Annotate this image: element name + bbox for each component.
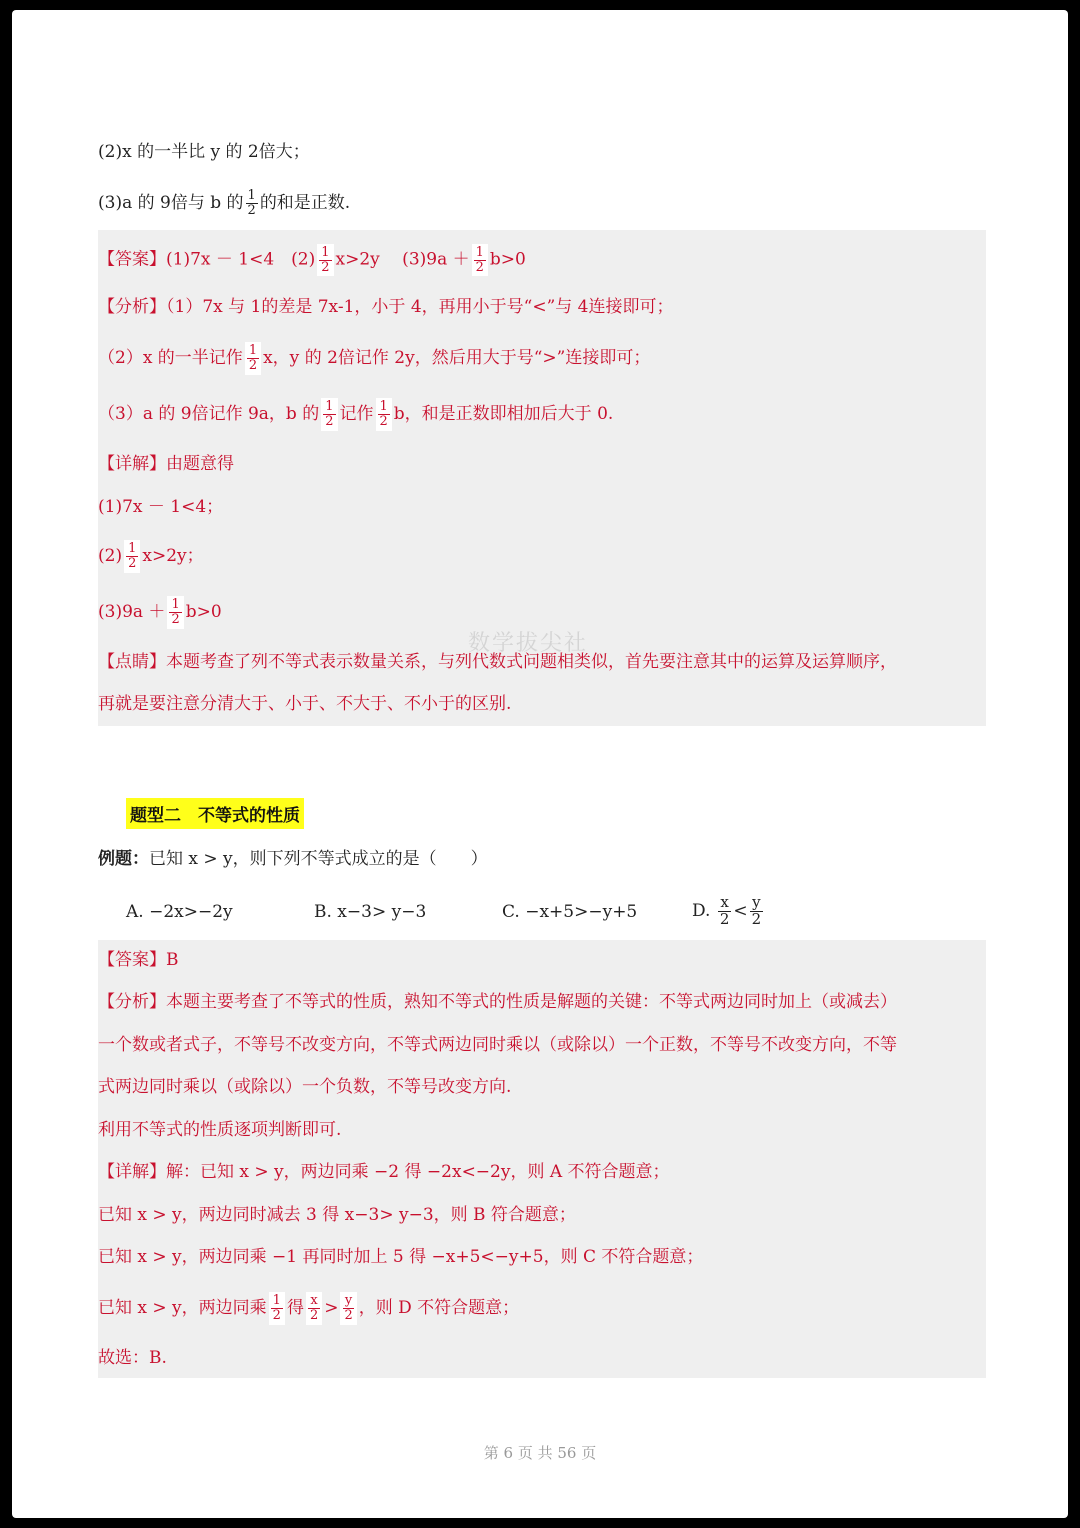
analysis2-line-1: 【分析】本题主要考查了不等式的性质，熟知不等式的性质是解题的关键：不等式两边同时加上（或减去） [98,992,897,1012]
option-a: A. −2x>−2y [126,902,233,922]
fraction-one-half: $\frac{1}{2}$ [247,188,256,218]
comment-line-2: 再就是要注意分清大于、小于、不大于、不小于的区别. [98,694,512,714]
analysis2-line-2: 一个数或者式子，不等号不改变方向，不等式两边同时乘以（或除以）一个正数，不等号不改变方向，不等 [98,1035,897,1055]
fraction-one-half: $\frac{1}{2}$ [321,398,337,430]
question-3-line [98,188,350,218]
fraction-one-half: $\frac{1}{2}$ [317,244,333,276]
fraction-one-half: $\frac{1}{2}$ [167,596,183,628]
analysis-line-2: （2）x 的一半记作 $\frac{1}{2}$ x，y 的 2倍记作 2y，然后用大于号“>”连接即可； [98,343,651,373]
fraction-x-over-2: $\frac{x}{2}$ [306,1292,322,1324]
option-c: C. −x+5>−y+5 [502,902,638,922]
question-3-suffix: 的和是正数. [259,193,351,213]
analysis-line-1: 【分析】（1）7x 与 1的差是 7x-1，小于 4，再用小于号“<”与 4连接即可； [98,297,674,317]
fraction-one-half: $\frac{1}{2}$ [269,1292,285,1324]
document-page [12,10,1068,1518]
example-text: 已知 x > y，则下列不等式成立的是（ ） [149,849,488,869]
detail-item-2: (2) $\frac{1}{2}$ x>2y； [98,541,204,571]
detail2-line-2: 已知 x > y，两边同时减去 3 得 x−3> y−3，则 B 符合题意； [98,1205,576,1225]
analysis2-line-3: 式两边同时乘以（或除以）一个负数，不等号改变方向. [98,1077,512,1097]
answer-line-2: 【答案】B [98,950,179,970]
fraction-one-half: $\frac{1}{2}$ [124,540,140,572]
detail-item-3: (3)9a ＋ $\frac{1}{2}$ b>0 [98,597,222,627]
question-2-line: (2)x 的一半比 y 的 2倍大； [98,142,310,162]
analysis2-line-4: 利用不等式的性质逐项判断即可. [98,1120,342,1140]
question-3-prefix: (3)a 的 9倍与 b 的 [98,193,244,213]
fraction-y-over-2: $\frac{y}{2}$ [751,893,762,928]
conclusion: 故选：B. [98,1348,167,1368]
page-footer: 第 6 页 共 56 页 [483,1444,597,1462]
example-question [98,851,488,868]
fraction-x-over-2: $\frac{x}{2}$ [719,893,730,928]
detail-heading: 【详解】由题意得 [98,454,234,474]
watermark: 数学拔尖社 [468,631,589,656]
fraction-one-half: $\frac{1}{2}$ [245,342,261,374]
detail2-line-4: 已知 x > y，两边同乘 $\frac{1}{2}$ 得 $\frac{x}{2}$ > $\frac{y}{2}$ ，则 D 不符合题意； [98,1293,520,1323]
comment-line-1: 【点睛】本题考查了列不等式表示数量关系，与列代数式问题相类似，首先要注意其中的运算及运算顺序， [98,652,897,672]
fraction-one-half: $\frac{1}{2}$ [472,244,488,276]
detail2-line-3: 已知 x > y，两边同乘 −1 再同时加上 5 得 −x+5<−y+5，则 C 不符合题意； [98,1247,704,1267]
option-b: B. x−3> y−3 [314,902,427,922]
fraction-one-half: $\frac{1}{2}$ [376,398,392,430]
answer-line: 【答案】(1)7x － 1<4 (2) $\frac{1}{2}$ x>2y (3)9a ＋ $\frac{1}{2}$ b>0 [98,245,526,275]
option-d: D. $\frac{x}{2}$ < $\frac{y}{2}$ [692,893,762,928]
detail-item-1: (1)7x － 1<4； [98,497,224,517]
example-label: 例题： [98,849,149,869]
analysis-line-3: （3）a 的 9倍记作 9a，b 的 $\frac{1}{2}$ 记作 $\frac{1}{2}$ b，和是正数即相加后大于 0. [98,399,614,429]
section-title: 题型二 不等式的性质 [126,798,304,829]
fraction-y-over-2: $\frac{y}{2}$ [340,1292,356,1324]
detail2-line-1: 【详解】解：已知 x > y，两边同乘 −2 得 −2x<−2y，则 A 不符合题意； [98,1162,670,1182]
